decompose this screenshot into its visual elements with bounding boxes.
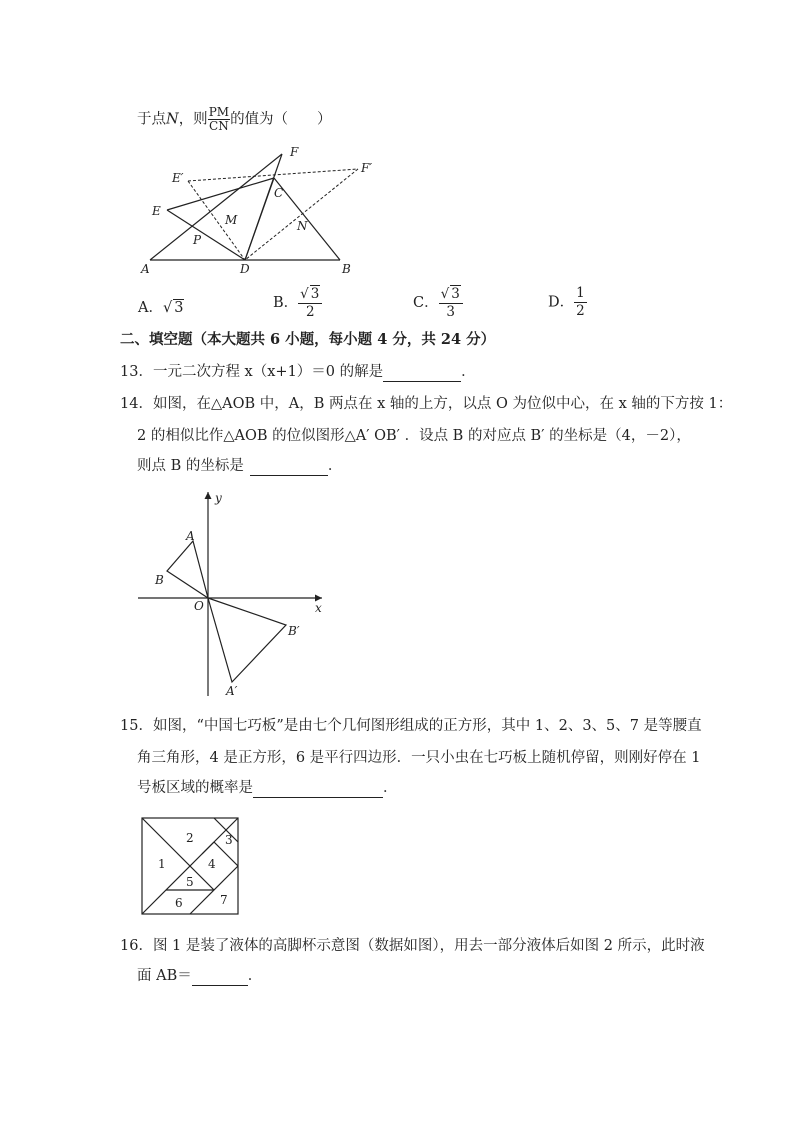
- label-x: x: [315, 601, 322, 615]
- q14-line3: [137, 456, 342, 476]
- label-p: P: [193, 233, 202, 247]
- piece-label-4: 4: [208, 857, 216, 871]
- q12-geometry-figure: [130, 140, 380, 280]
- option-fraction: [298, 285, 322, 321]
- option-den: 2: [576, 303, 585, 319]
- q15-answer-blank[interactable]: [253, 781, 383, 798]
- q15-line1: 15．如图，“中国七巧板”是由七个几何图形组成的正方形，其中 1、2、3、5、7 是等腰直: [120, 718, 702, 734]
- q12-tail-line: [137, 106, 332, 133]
- q14-end: ．: [327, 458, 343, 474]
- q14-line1: 14．如图，在△AOB 中，A，B 两点在 x 轴的上方，以点 O 为位似中心，在 x 轴的下方按 1：: [120, 396, 733, 412]
- q15-line3: [137, 778, 398, 798]
- option-letter: D．: [548, 294, 575, 311]
- triangle-aob: [167, 541, 208, 598]
- option-fraction: [439, 285, 463, 321]
- q16-line2: [137, 966, 262, 986]
- q14-answer-blank[interactable]: [250, 459, 328, 476]
- q12-point-n: N: [166, 111, 179, 128]
- label-y: y: [215, 491, 222, 505]
- option-num: 3: [451, 286, 460, 302]
- q14-coordinate-figure: [130, 488, 340, 700]
- q12-mid: ，则: [178, 111, 208, 128]
- q12-frac-den: CN: [209, 119, 229, 133]
- q13-line: [120, 362, 476, 382]
- diag-main: [142, 818, 214, 890]
- q12-fraction: [208, 106, 230, 133]
- option-letter: A．: [138, 300, 163, 316]
- label-e: E: [152, 204, 161, 218]
- q16-answer-blank[interactable]: [192, 969, 248, 986]
- label-m: M: [225, 213, 238, 227]
- section-2-title: 二、填空题（本大题共 6 小题，每小题 4 分，共 24 分）: [120, 331, 496, 348]
- label-b: B: [155, 573, 164, 587]
- option-num: 3: [310, 286, 320, 302]
- sqrt-sign: √: [162, 300, 173, 316]
- q14-text: 则点 B 的坐标是: [137, 458, 244, 474]
- option-den: 2: [305, 304, 315, 320]
- piece-label-5: 5: [186, 875, 194, 889]
- q15-line2: 角三角形，4 是正方形，6 是平行四边形．一只小虫在七巧板上随机停留，则刚好停在 1: [137, 750, 701, 766]
- label-a-prime: A′: [226, 684, 238, 698]
- q16-end: ．: [247, 968, 263, 984]
- sqrt-sign: √: [300, 286, 309, 302]
- q13-answer-blank[interactable]: [383, 365, 461, 382]
- q12-prefix: 于点: [137, 111, 166, 128]
- q15-end: ．: [383, 780, 398, 796]
- option-radicand: 3: [174, 300, 184, 316]
- q12-option-a[interactable]: [138, 296, 184, 317]
- label-a: A: [186, 529, 195, 543]
- triangle-a-prime-o-b-prime: [208, 598, 286, 682]
- q16-text: 面 AB＝: [137, 968, 192, 984]
- q12-suffix: 的值为（ ）: [230, 111, 332, 128]
- label-f-prime: F′: [361, 161, 373, 175]
- q12-option-b[interactable]: [273, 285, 322, 321]
- piece-label-6: 6: [175, 896, 183, 910]
- option-num: 1: [576, 285, 585, 301]
- q14-line2: 2 的相似比作△AOB 的位似图形△A′ OB′ ．设点 B 的对应点 B′ 的坐标是（4，－2），: [137, 428, 691, 444]
- dashed-f-prime-d: [245, 169, 358, 260]
- q16-line1: 16．图 1 是装了液体的高脚杯示意图（数据如图），用去一部分液体后如图 2 所示，此时液: [120, 938, 705, 954]
- label-b-prime: B′: [288, 624, 300, 638]
- label-o: O: [194, 599, 204, 613]
- piece-label-1: 1: [158, 857, 166, 871]
- q13-end: ．: [461, 364, 476, 380]
- label-n: N: [297, 219, 308, 233]
- piece-label-3: 3: [225, 833, 233, 847]
- option-letter: C．: [413, 295, 439, 311]
- option-den: 3: [446, 304, 455, 320]
- option-letter: B．: [273, 295, 299, 311]
- label-b: B: [342, 262, 351, 276]
- cut-4-left: [202, 842, 214, 854]
- option-fraction: [574, 285, 587, 320]
- line-af: [150, 154, 282, 260]
- q12-option-c[interactable]: [413, 285, 463, 321]
- q15-text: 号板区域的概率是: [137, 780, 253, 796]
- piece-label-7: 7: [220, 893, 228, 907]
- label-e-prime: E′: [172, 171, 184, 185]
- label-f: F: [290, 145, 299, 159]
- sqrt-sign: √: [440, 286, 450, 302]
- piece-label-2: 2: [186, 831, 194, 845]
- label-d: D: [240, 262, 250, 276]
- q12-frac-num: PM: [208, 105, 230, 119]
- q13-text: 13．一元二次方程 x（x+1）＝0 的解是: [120, 364, 384, 380]
- label-a: A: [141, 262, 150, 276]
- q12-option-d[interactable]: [548, 285, 587, 320]
- q15-tangram-figure: [140, 816, 244, 920]
- label-c: C: [274, 186, 284, 200]
